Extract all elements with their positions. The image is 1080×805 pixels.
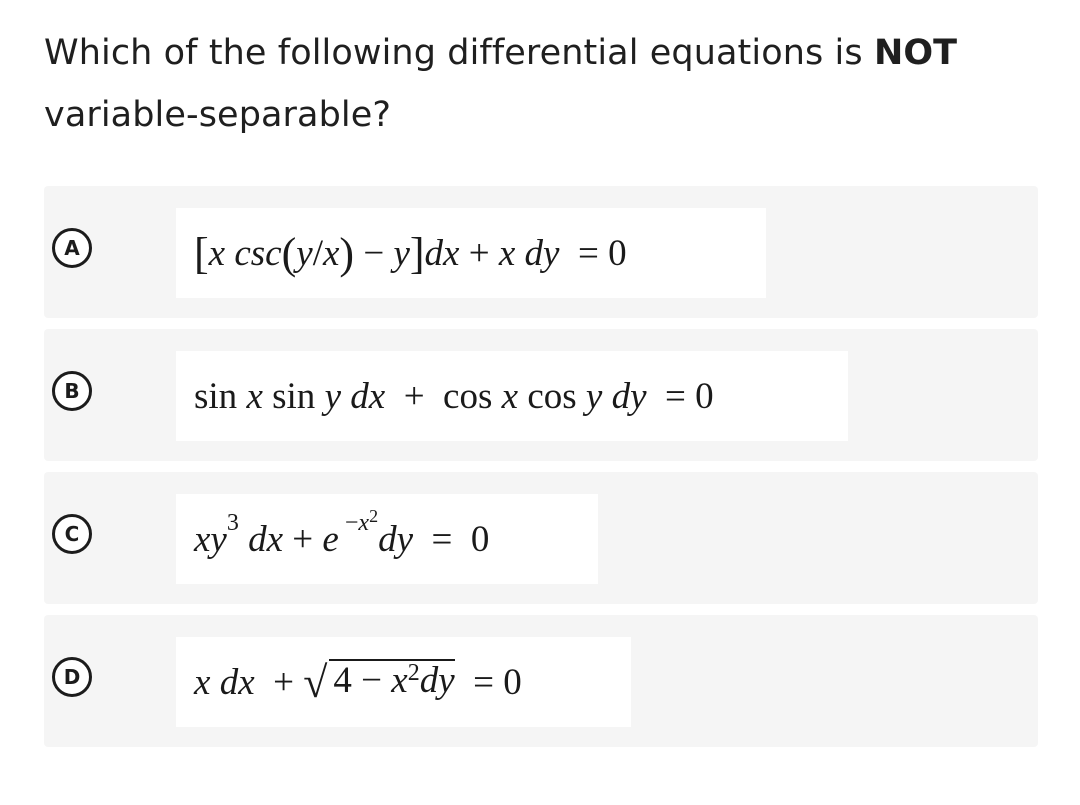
option-c[interactable] [44, 472, 1038, 604]
question-suffix: variable-separable? [44, 95, 392, 135]
option-a[interactable] [44, 186, 1038, 318]
question-text [44, 22, 1044, 146]
option-a-equation: [ x csc ( y / x ) − y ] dx + x dy = 0 [176, 208, 766, 298]
option-d-badge: D [52, 657, 92, 697]
option-c-badge: C [52, 514, 92, 554]
option-d-equation: x dx + √ $4 - x^2dy$ = 0 [176, 637, 631, 727]
option-b-badge: B [52, 371, 92, 411]
question-prefix: Which of the following differential equations is [44, 33, 874, 73]
option-a-badge: A [52, 228, 92, 268]
option-c-equation: xy 3 dx + e $-x^2$ dy = 0 [176, 494, 598, 584]
question-emphasis: NOT [873, 33, 958, 73]
option-b[interactable] [44, 329, 1038, 461]
option-b-equation: sin x sin y dx + cos x cos y dy = 0 [176, 351, 848, 441]
option-d[interactable] [44, 615, 1038, 747]
